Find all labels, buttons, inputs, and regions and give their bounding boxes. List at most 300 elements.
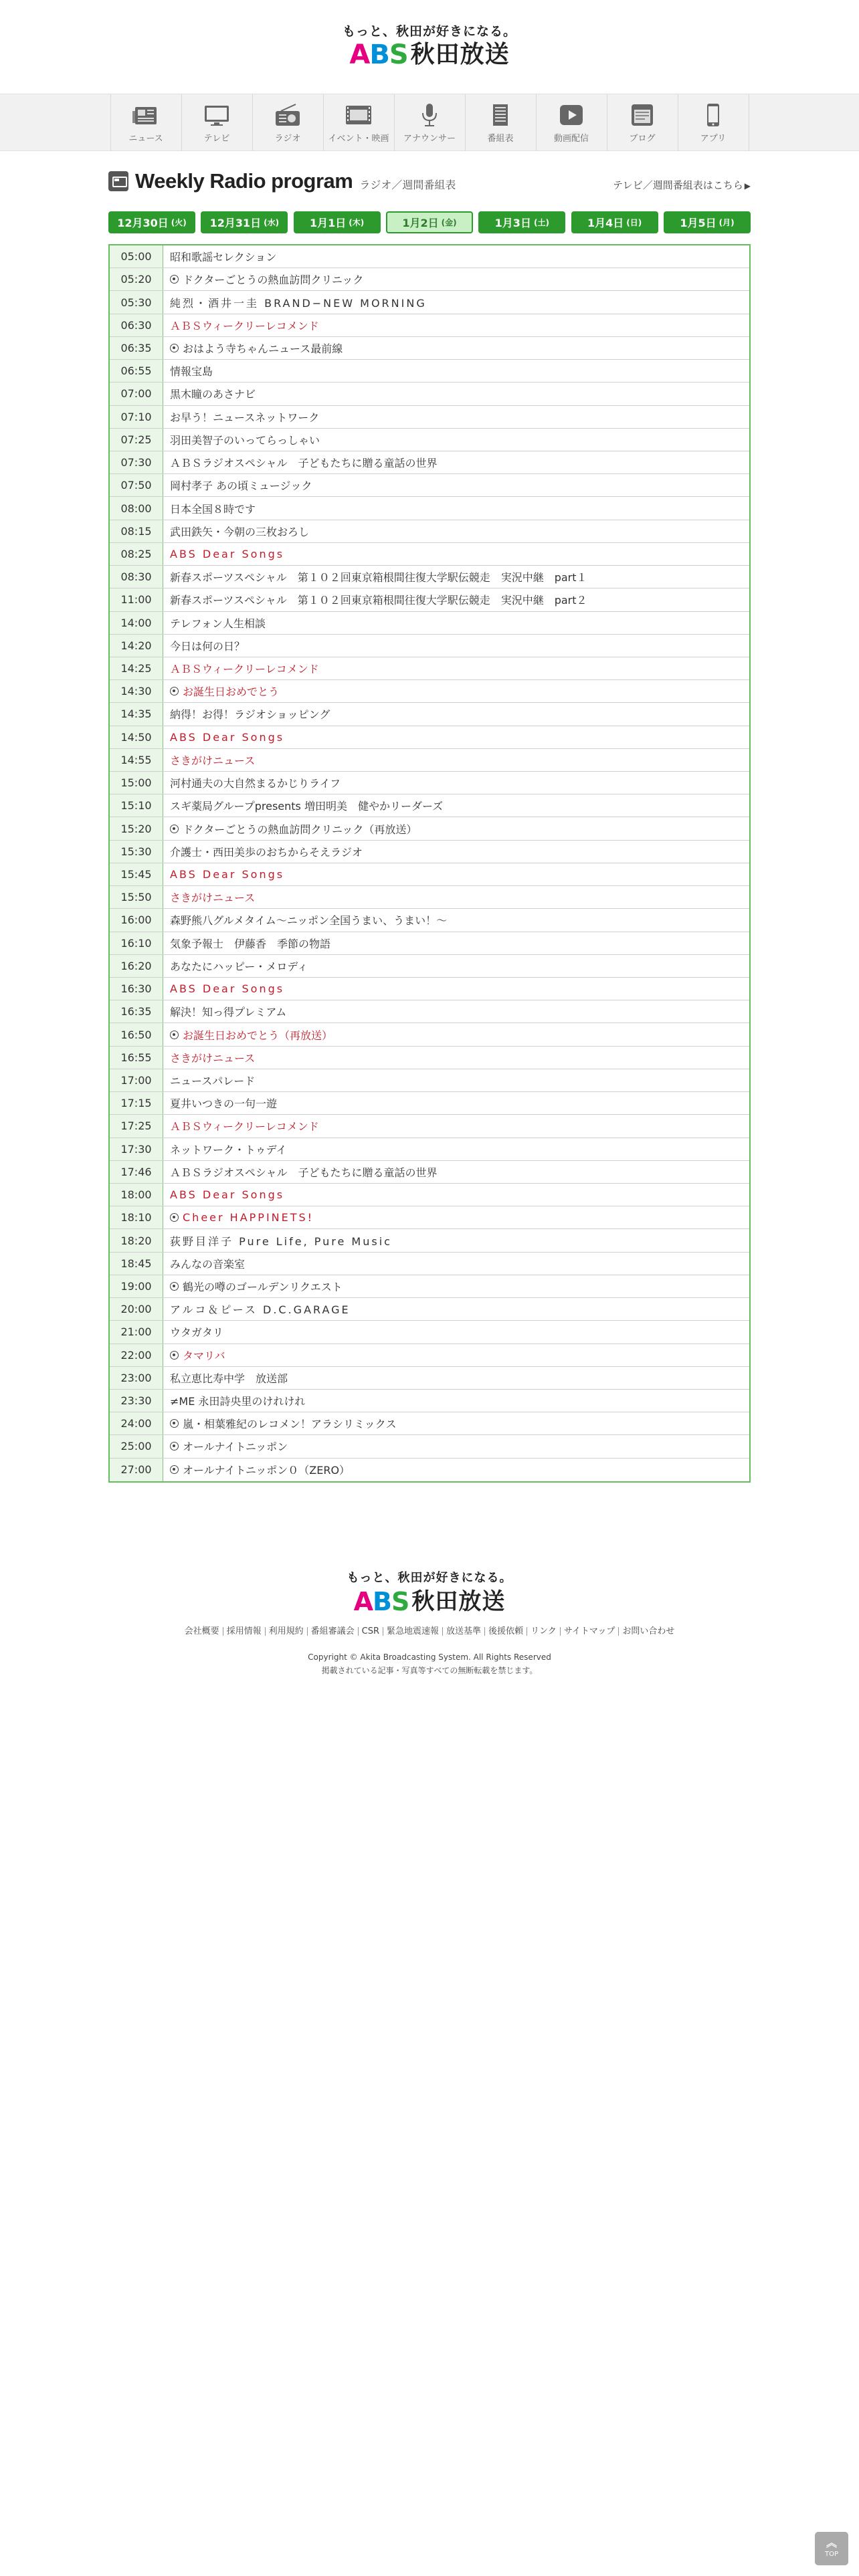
nav-blog[interactable] [607,94,678,150]
program-time: 25:00 [110,1435,163,1457]
program-title-link[interactable] [163,703,749,725]
footer-link[interactable]: 放送基準 [443,1627,485,1636]
logo-letter-a: A [349,39,370,70]
date-tab-date: 1月3日 [494,217,531,229]
date-tab-weekday: (水) [264,218,280,227]
footer-link[interactable]: 後援依頼 [485,1627,527,1636]
newspaper-icon [130,102,161,128]
program-title: ネットワーク・トゥデイ [170,1143,287,1156]
program-title-link[interactable] [163,863,749,885]
tv-schedule-link[interactable] [613,178,751,192]
nav-tv[interactable] [182,94,253,150]
program-time: 14:55 [110,749,163,771]
schedule-row [110,680,749,703]
schedule-row [110,451,749,474]
program-title-link[interactable] [163,1412,749,1434]
program-title-link[interactable] [163,588,749,611]
program-title: オールナイトニッポン [183,1440,288,1454]
schedule-row [110,1321,749,1344]
radiko-mark-icon [170,1213,179,1222]
program-title-link[interactable] [163,314,749,336]
program-time: 05:30 [110,291,163,313]
play-icon [556,102,587,128]
program-title-link[interactable] [163,886,749,908]
schedule-row [110,703,749,726]
program-title: ウタガタリ [170,1326,223,1339]
date-tab[interactable] [664,211,751,233]
radiko-mark-icon [170,1351,179,1360]
program-title: 森野熊八グルメタイム〜ニッポン全国うまい、うまい！〜 [170,914,448,928]
date-tab[interactable] [294,211,381,233]
microphone-icon [414,102,445,128]
program-title-link[interactable] [163,383,749,405]
program-title: ドクターごとうの熱血訪問クリニック（再放送） [183,823,417,836]
schedule-row [110,1412,749,1435]
program-title-link[interactable] [163,978,749,1000]
schedule-row [110,497,749,520]
program-time: 05:00 [110,245,163,267]
schedule-row [110,1069,749,1092]
program-title: ＡＢＳウィークリーレコメンド [170,319,319,332]
program-title-link[interactable] [163,955,749,977]
logo-tagline: もっと、秋田が好きになる。 [347,1570,512,1585]
program-title: みんなの音楽室 [170,1257,246,1271]
program-time: 17:46 [110,1161,163,1183]
schedule-row [110,1138,749,1161]
program-title: 黒木瞳のあさナビ [170,388,256,401]
program-title-link[interactable] [163,726,749,748]
program-time: 06:55 [110,360,163,382]
program-title: 純烈・酒井一圭 BRAND−NEW MORNING [170,296,427,310]
radio-program-icon [108,171,128,191]
schedule-row [110,932,749,955]
program-title-link[interactable] [163,1000,749,1023]
program-time: 15:45 [110,863,163,885]
footer-link[interactable]: リンク [527,1627,561,1636]
footer-link[interactable]: 会社概要 [181,1627,223,1636]
radio-icon [272,102,303,128]
nav-announcer[interactable] [395,94,466,150]
program-title: 荻野目洋子 Pure Life, Pure Music [170,1235,392,1248]
schedule-row [110,1023,749,1046]
program-title-link[interactable] [163,817,749,839]
program-title: 嵐・相葉雅紀のレコメン！アラシリミックス [183,1418,397,1431]
double-chevron-up-icon: ︽ [826,2536,837,2549]
date-tab-date: 1月5日 [680,217,717,229]
program-title: ABS Dear Songs [170,982,285,996]
page-title: Weekly Radio program [135,169,353,193]
program-title-link[interactable] [163,1184,749,1206]
nav-label: テレビ [203,133,230,144]
nav-event-movie[interactable] [324,94,395,150]
main-content [108,151,751,1677]
program-time: 27:00 [110,1459,163,1481]
program-time: 07:10 [110,406,163,428]
schedule-row [110,1184,749,1206]
radiko-mark-icon [170,1419,179,1428]
site-logo[interactable] [343,24,516,70]
program-title: 新春スポーツスペシャル 第１０２回東京箱根間往復大学駅伝競走 実況中継 part２ [170,594,587,607]
schedule-row [110,1047,749,1069]
nav-label: 番組表 [487,133,514,144]
tv-icon [201,102,232,128]
program-title-link[interactable] [163,909,749,931]
schedule-row [110,817,749,840]
back-to-top-label: TOP [824,2550,838,2558]
schedule-row [110,1253,749,1275]
nav-label: イベント・映画 [328,133,389,144]
schedule-row [110,429,749,451]
program-time: 08:15 [110,520,163,542]
program-title: 鶴光の噂のゴールデンリクエスト [183,1280,343,1293]
program-title-link[interactable] [163,841,749,863]
program-time: 19:00 [110,1275,163,1297]
program-title: おはよう寺ちゃんニュース最前線 [183,342,343,355]
blog-icon [627,102,658,128]
site-footer [108,1571,751,1677]
nav-radio[interactable] [253,94,324,150]
date-tab-date: 12月31日 [209,217,262,229]
program-time: 15:10 [110,794,163,817]
program-title-link[interactable] [163,1390,749,1412]
date-tab-date: 1月2日 [402,217,439,229]
program-time: 14:35 [110,703,163,725]
program-title-link[interactable] [163,1321,749,1343]
schedule-row [110,268,749,291]
schedule-row [110,360,749,383]
program-time: 15:00 [110,772,163,794]
nav-news[interactable] [111,94,182,150]
program-title-link[interactable] [163,680,749,702]
program-title-link[interactable] [163,1459,749,1481]
program-title-link[interactable] [163,497,749,519]
program-title-link[interactable] [163,1115,749,1137]
program-time: 16:20 [110,955,163,977]
program-time: 18:45 [110,1253,163,1275]
program-title: 情報宝島 [170,365,213,379]
schedule-row [110,1000,749,1023]
nav-video[interactable] [537,94,607,150]
program-title-link[interactable] [163,1069,749,1091]
schedule-row [110,657,749,680]
program-title: ＡＢＳラジオスペシャル 子どもたちに贈る童話の世界 [170,1166,438,1179]
radiko-mark-icon [170,687,179,695]
program-time: 06:30 [110,314,163,336]
schedule-row [110,245,749,268]
nav-app[interactable] [678,94,749,150]
date-tab-weekday: (木) [349,218,365,227]
schedule-row [110,726,749,749]
program-time: 14:00 [110,612,163,634]
global-nav [0,94,859,151]
program-title: 昭和歌謡セレクション [170,251,277,264]
program-title: 私立恵比寿中学 放送部 [170,1372,288,1385]
program-title-link[interactable] [163,1275,749,1297]
date-tab-weekday: (月) [719,218,735,227]
program-title-link[interactable] [163,1253,749,1275]
date-tab[interactable] [201,211,288,233]
logo-tagline: もっと、秋田が好きになる。 [342,24,516,39]
program-time: 14:50 [110,726,163,748]
program-title-link[interactable] [163,474,749,496]
program-title: お誕生日おめでとう [183,685,280,699]
footer-link[interactable]: お問い合わせ [622,1626,675,1636]
program-title: ABS Dear Songs [170,1188,285,1202]
program-title: Cheer HAPPINETS! [183,1211,314,1224]
schedule-row [110,1206,749,1229]
date-tab-weekday: (金) [441,218,457,227]
schedule-row [110,1298,749,1321]
footer-link[interactable]: 番組審議会 [308,1627,359,1636]
schedule-row [110,406,749,429]
program-time: 16:35 [110,1000,163,1023]
schedule-row [110,794,749,817]
program-title-link[interactable] [163,1047,749,1069]
program-time: 15:30 [110,841,163,863]
date-tab[interactable] [571,211,658,233]
page-heading [108,167,751,195]
tv-schedule-link-label: テレビ／週間番組表はこちら [613,179,743,191]
schedule-row [110,1459,749,1481]
program-time: 08:30 [110,566,163,588]
program-title-link[interactable] [163,451,749,473]
program-time: 07:25 [110,429,163,451]
program-time: 16:30 [110,978,163,1000]
program-title: 武田鉄矢・今朝の三枚おろし [170,525,310,538]
program-title: 納得！お得！ラジオショッピング [170,708,330,722]
program-time: 15:50 [110,886,163,908]
program-title-link[interactable] [163,749,749,771]
program-title-link[interactable] [163,429,749,451]
program-title: 日本全国８時です [170,502,256,516]
nav-label: ニュース [128,133,163,144]
program-title-link[interactable] [163,635,749,657]
schedule-row [110,588,749,611]
reprint-notice: 掲載されている記事・写真等すべての無断転載を禁じます。 [321,1665,538,1675]
schedule-row [110,978,749,1000]
program-time: 06:35 [110,337,163,359]
logo-letter-b: B [373,1586,391,1616]
footer-link[interactable]: サイトマップ [561,1627,619,1636]
radiko-mark-icon [170,1442,179,1451]
date-tab-date: 1月4日 [587,217,624,229]
footer-link[interactable]: 緊急地震速報 [383,1627,443,1636]
program-title: ＡＢＳラジオスペシャル 子どもたちに贈る童話の世界 [170,457,438,470]
program-title-link[interactable] [163,1161,749,1183]
schedule-row [110,863,749,886]
smartphone-icon [698,102,729,128]
program-time: 23:30 [110,1390,163,1412]
schedule-row [110,635,749,657]
program-title: アルコ＆ピース D.C.GARAGE [170,1303,351,1317]
program-time: 17:15 [110,1092,163,1114]
logo-letter-a: A [353,1586,373,1616]
footer-logo[interactable] [108,1571,751,1616]
program-time: 17:30 [110,1138,163,1160]
logo-letter-s: S [391,1586,409,1616]
triangle-right-icon: ▶ [744,181,751,191]
program-time: 23:00 [110,1367,163,1389]
program-title: ＡＢＳウィークリーレコメンド [170,663,319,676]
program-title-link[interactable] [163,772,749,794]
date-tab[interactable] [386,211,473,233]
schedule-icon [485,102,516,128]
program-title-link[interactable] [163,337,749,359]
program-title: オールナイトニッポン０（ZERO） [183,1464,351,1477]
program-title-link[interactable] [163,1206,749,1228]
program-title-link[interactable] [163,1367,749,1389]
radiko-mark-icon [170,275,179,284]
program-title-link[interactable] [163,1344,749,1366]
program-time: 14:20 [110,635,163,657]
date-tab-date: 12月30日 [117,217,169,229]
schedule-row [110,772,749,794]
footer-link[interactable]: 採用情報 [223,1627,266,1636]
schedule-row [110,955,749,978]
program-title-link[interactable] [163,1023,749,1045]
nav-label: アナウンサー [403,133,456,144]
program-title-link[interactable] [163,406,749,428]
program-time: 08:00 [110,497,163,519]
program-title-link[interactable] [163,657,749,679]
logo-mark [343,40,516,70]
program-time: 07:30 [110,451,163,473]
program-title: ≠ME 永田詩央里のけれけれ [170,1395,306,1408]
program-time: 17:00 [110,1069,163,1091]
program-time: 18:10 [110,1206,163,1228]
program-title-link[interactable] [163,1229,749,1251]
program-title-link[interactable] [163,566,749,588]
program-title: 解決！知っ得プレミアム [170,1006,287,1019]
footer-links [108,1627,751,1636]
program-title-link[interactable] [163,612,749,634]
nav-label: ブログ [629,133,656,144]
program-title-link[interactable] [163,1435,749,1457]
schedule-row [110,749,749,772]
program-title-link[interactable] [163,543,749,565]
schedule-row [110,909,749,932]
program-title: 今日は何の日？ [170,639,246,653]
footer-link[interactable]: 利用規約 [266,1627,308,1636]
radiko-mark-icon [170,344,179,352]
schedule-row [110,1435,749,1458]
program-title: ドクターごとうの熱血訪問クリニック [183,274,364,287]
program-time: 14:25 [110,657,163,679]
program-title: 介護士・西田美歩のおちからそえラジオ [170,845,363,859]
nav-label: ラジオ [274,133,301,144]
program-title-link[interactable] [163,1092,749,1114]
schedule-row [110,1367,749,1390]
program-title: スギ薬局グループpresents 増田明美 健やかリーダーズ [170,800,444,813]
program-title: 岡村孝子 あの頃ミュージック [170,479,312,493]
program-title: さきがけニュース [170,891,256,905]
program-time: 17:25 [110,1115,163,1137]
back-to-top-button[interactable] [815,2532,848,2565]
schedule-row [110,1275,749,1298]
program-title-link[interactable] [163,291,749,313]
date-tabs [108,211,751,233]
program-time: 07:00 [110,383,163,405]
program-title: ABS Dear Songs [170,730,285,744]
program-title-link[interactable] [163,268,749,290]
program-title-link[interactable] [163,1138,749,1160]
program-time: 16:50 [110,1023,163,1045]
program-time: 22:00 [110,1344,163,1366]
date-tab-date: 1月1日 [310,217,347,229]
program-title: さきがけニュース [170,1051,256,1065]
schedule-row [110,1092,749,1115]
schedule-row [110,886,749,909]
date-tab-weekday: (火) [171,218,187,227]
program-schedule [108,244,751,1483]
nav-schedule[interactable] [466,94,537,150]
program-time: 16:55 [110,1047,163,1069]
program-title: ニュースパレード [170,1074,256,1087]
program-title: ＡＢＳウィークリーレコメンド [170,1120,319,1134]
program-time: 07:50 [110,474,163,496]
date-tab-weekday: (日) [626,218,642,227]
program-title: 新春スポーツスペシャル 第１０２回東京箱根間往復大学駅伝競走 実況中継 part１ [170,571,587,584]
program-time: 11:00 [110,588,163,611]
radiko-mark-icon [170,825,179,833]
radiko-mark-icon [170,1465,179,1474]
footer-link[interactable]: CSR [359,1627,383,1636]
program-time: 18:20 [110,1229,163,1251]
radiko-mark-icon [170,1282,179,1291]
date-tab[interactable] [108,211,195,233]
logo-letter-b: B [369,39,389,70]
program-title: お早う！ニュースネットワーク [170,411,320,424]
program-title-link[interactable] [163,794,749,817]
copyright-text: Copyright © Akita Broadcasting System. All Rights Reserved [308,1652,551,1662]
radiko-mark-icon [170,1031,179,1039]
program-time: 16:00 [110,909,163,931]
program-time: 16:10 [110,932,163,954]
program-time: 24:00 [110,1412,163,1434]
schedule-row [110,841,749,863]
program-title-link[interactable] [163,245,749,267]
program-time: 18:00 [110,1184,163,1206]
nav-label: 動画配信 [553,133,589,144]
schedule-row [110,1390,749,1412]
program-title-link[interactable] [163,520,749,542]
logo-mark [108,1587,751,1616]
logo-station-name: 秋田放送 [410,41,510,68]
program-title-link[interactable] [163,1298,749,1320]
program-time: 15:20 [110,817,163,839]
site-header [0,0,859,94]
schedule-row [110,566,749,588]
program-title: 羽田美智子のいってらっしゃい [170,433,320,447]
schedule-row [110,543,749,566]
program-title: さきがけニュース [170,754,256,767]
schedule-row [110,520,749,543]
program-title: お誕生日おめでとう（再放送） [183,1029,333,1042]
schedule-row [110,1161,749,1184]
program-title: ABS Dear Songs [170,868,285,881]
nav-label: アプリ [700,133,727,144]
page-subtitle: ラジオ／週間番組表 [359,178,456,191]
program-title-link[interactable] [163,360,749,382]
program-title-link[interactable] [163,932,749,954]
date-tab[interactable] [478,211,565,233]
schedule-row [110,1229,749,1252]
program-title: ABS Dear Songs [170,547,285,560]
program-time: 05:20 [110,268,163,290]
program-time: 14:30 [110,680,163,702]
program-title: テレフォン人生相談 [170,617,266,630]
logo-letter-s: S [389,39,408,70]
